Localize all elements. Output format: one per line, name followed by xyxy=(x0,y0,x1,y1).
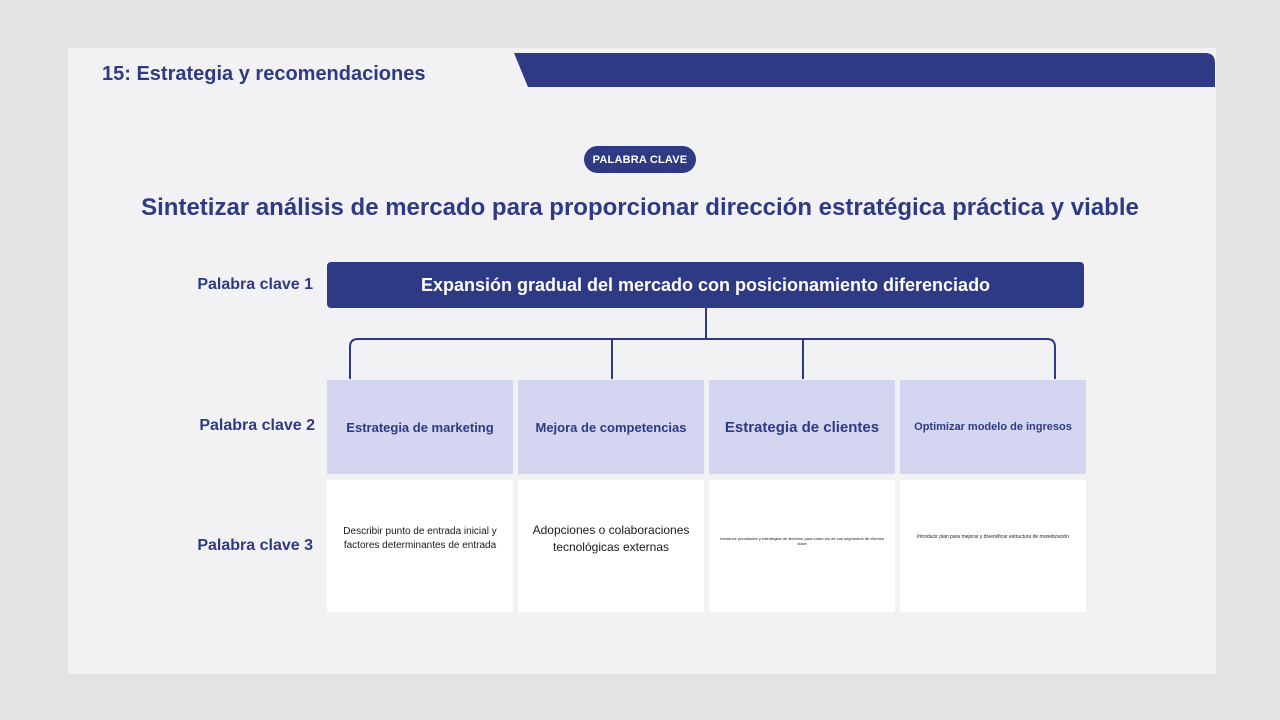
row-label-level2: Palabra clave 2 xyxy=(199,417,315,434)
branch-competency-improvement: Mejora de competencias xyxy=(518,380,704,474)
headline: Sintetizar análisis de mercado para proporcionar dirección estratégica práctica y viable xyxy=(141,194,1139,221)
branch-client-strategy: Estrategia de clientes xyxy=(709,380,895,474)
top-node: Expansión gradual del mercado con posicionamiento diferenciado xyxy=(327,262,1084,308)
detail-marketing-strategy: Describir punto de entrada inicial y factores determinantes de entrada xyxy=(327,480,513,612)
detail-revenue-model: Introducir plan para mejorar y diversificar estructura de monetización xyxy=(900,480,1086,612)
detail-client-strategy: Introducir prioridades y estrategias de atención para cada uno de sus segmentos de clientes clave xyxy=(709,480,895,612)
slide xyxy=(68,48,1216,674)
detail-competency-improvement: Adopciones o colaboraciones tecnológicas externas xyxy=(518,480,704,612)
slide-title: 15: Estrategia y recomendaciones xyxy=(102,63,426,85)
row-label-level1: Palabra clave 1 xyxy=(197,276,313,293)
keyword-badge: PALABRA CLAVE xyxy=(584,146,696,173)
branch-marketing-strategy: Estrategia de marketing xyxy=(327,380,513,474)
branch-revenue-model: Optimizar modelo de ingresos xyxy=(900,380,1086,474)
row-label-level3: Palabra clave 3 xyxy=(197,537,313,554)
